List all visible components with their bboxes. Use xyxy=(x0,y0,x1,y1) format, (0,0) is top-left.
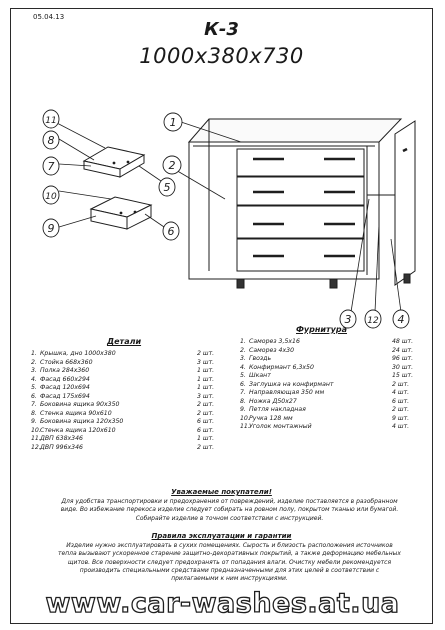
detail-item-name: Фасад 660х294 xyxy=(40,375,90,383)
detail-item-name: Боковина ящика 90х350 xyxy=(40,401,120,408)
detail-item-name: Стенка ящика 90х610 xyxy=(40,409,112,417)
detail-item-name: Стойка 668х360 xyxy=(40,358,93,366)
fitting-item xyxy=(240,406,425,415)
fitting-item-number: 4. xyxy=(240,363,246,371)
callout-1: 1 xyxy=(169,116,177,129)
fitting-item-number: 6. xyxy=(240,380,246,388)
detail-item-number: 1. xyxy=(31,350,37,357)
callout-12: 12 xyxy=(367,316,379,326)
detail-item-quantity: 3 шт. xyxy=(197,392,215,400)
watermark-url: www.car-washes.at.ua xyxy=(45,588,400,619)
callout-7: 7 xyxy=(47,160,55,173)
detail-item xyxy=(31,418,226,427)
fitting-item-quantity: 24 шт. xyxy=(392,346,414,354)
details-list xyxy=(31,350,226,452)
detail-item xyxy=(31,359,226,368)
detail-item-name: Фасад 175х694 xyxy=(40,392,90,400)
detail-item-name: ДВП 996х346 xyxy=(40,443,83,451)
fitting-item-name: Направляющая 350 мм xyxy=(249,389,325,396)
detail-item-number: 9. xyxy=(31,418,37,425)
detail-item-quantity: 3 шт. xyxy=(197,358,215,366)
fitting-item-number: 8. xyxy=(240,397,246,405)
fitting-item xyxy=(240,355,425,364)
detail-item-quantity: 6 шт. xyxy=(197,418,215,425)
callout-4: 4 xyxy=(397,313,405,326)
fitting-item-quantity: 30 шт. xyxy=(392,363,414,371)
fitting-item xyxy=(240,381,425,390)
detail-item-name: Боковина ящика 120х350 xyxy=(40,418,124,425)
detail-item-number: 6. xyxy=(31,392,37,400)
callout-10: 10 xyxy=(45,192,57,202)
fitting-item xyxy=(240,415,425,424)
callout-9: 9 xyxy=(47,222,55,235)
detail-item-number: 12. xyxy=(31,443,41,451)
detail-item-number: 7. xyxy=(31,401,37,408)
fitting-item xyxy=(240,347,425,356)
fitting-item-name: Ручка 128 мм xyxy=(249,414,293,422)
fitting-item-number: 11. xyxy=(240,423,250,430)
fitting-item xyxy=(240,389,425,398)
detail-item-name: Крышка, дно 1000х380 xyxy=(40,350,116,357)
fitting-item-number: 5. xyxy=(240,372,246,379)
fitting-item-name: Шкант xyxy=(249,372,271,379)
detail-item xyxy=(31,393,226,402)
drawer-assembly-small xyxy=(84,147,144,177)
detail-item-number: 3. xyxy=(31,367,37,374)
detail-item-name: Полка 284х360 xyxy=(40,367,90,374)
fitting-item-quantity: 4 шт. xyxy=(392,389,410,396)
callout-5: 5 xyxy=(163,181,171,194)
cabinet-drawing xyxy=(11,9,434,329)
fitting-item-quantity: 9 шт. xyxy=(392,414,410,422)
drawer-assembly-large xyxy=(91,197,151,229)
date-label: 05.04.13 xyxy=(33,13,65,21)
model-title: К-3 xyxy=(204,19,239,40)
details-heading: Детали xyxy=(107,337,142,346)
fitting-item-name: Саморез 4х30 xyxy=(249,346,295,354)
detail-item-quantity: 2 шт. xyxy=(197,443,215,451)
detail-item-number: 4. xyxy=(31,375,37,383)
fitting-item-name: Гвоздь xyxy=(249,355,272,362)
detail-item-quantity: 2 шт. xyxy=(197,401,215,408)
fitting-item-quantity: 15 шт. xyxy=(392,372,414,379)
assembly-sheet xyxy=(10,8,433,624)
fitting-item-number: 3. xyxy=(240,355,246,362)
detail-item xyxy=(31,350,226,359)
callout-8: 8 xyxy=(47,134,55,147)
detail-item-name: ДВП 638х346 xyxy=(40,435,83,442)
open-door xyxy=(395,121,415,285)
fitting-item-number: 10. xyxy=(240,414,250,422)
callout-6: 6 xyxy=(167,225,175,238)
fitting-item xyxy=(240,423,425,432)
fitting-item xyxy=(240,372,425,381)
fitting-item-number: 2. xyxy=(240,346,246,354)
fitting-item-quantity: 4 шт. xyxy=(392,423,410,430)
detail-item-name: Стенка ящика 120х610 xyxy=(40,426,116,434)
callout-2: 2 xyxy=(168,159,176,172)
fitting-item-name: Уголок монтажный xyxy=(249,423,312,430)
detail-item-number: 11. xyxy=(31,435,41,442)
fitting-item-name: Заглушка на конфирмант xyxy=(249,380,334,388)
detail-item-number: 10. xyxy=(31,426,41,434)
detail-item xyxy=(31,367,226,376)
detail-item-number: 5. xyxy=(31,384,37,391)
detail-item-quantity: 1 шт. xyxy=(197,367,215,374)
detail-item xyxy=(31,427,226,436)
fitting-item-number: 9. xyxy=(240,406,246,413)
fitting-item-number: 1. xyxy=(240,338,246,345)
fitting-item xyxy=(240,338,425,347)
fitting-item-quantity: 48 шт. xyxy=(392,338,414,345)
detail-item xyxy=(31,384,226,393)
callout-11: 11 xyxy=(45,116,57,126)
detail-item-quantity: 1 шт. xyxy=(197,375,215,383)
cabinet-body xyxy=(189,119,415,288)
notice-heading: Уважаемые покупатели! xyxy=(171,488,272,496)
notice-paragraph: Для удобства транспортировки и предохранения от повреждений, изделие поставляется в разобранном виде. Во избежание перекоса изделие следует собирать на ровном полу, покрытом тканью или бумагой. Собирайте изделие в точном соответствии с инструкцией. xyxy=(60,498,399,522)
fitting-item-number: 7. xyxy=(240,389,246,396)
fitting-item-name: Петля накладная xyxy=(249,406,306,413)
detail-item-quantity: 6 шт. xyxy=(197,426,215,434)
fitting-item-quantity: 2 шт. xyxy=(392,380,410,388)
callout-3: 3 xyxy=(344,313,352,326)
detail-item-number: 2. xyxy=(31,358,37,366)
detail-item xyxy=(31,410,226,419)
fitting-item xyxy=(240,364,425,373)
fitting-item-name: Конфирмант 6,3х50 xyxy=(249,363,314,371)
detail-item xyxy=(31,376,226,385)
detail-item-number: 8. xyxy=(31,409,37,417)
rules-heading: Правила эксплуатации и гарантии xyxy=(151,532,292,540)
detail-item-name: Фасад 120х694 xyxy=(40,384,90,391)
detail-item-quantity: 1 шт. xyxy=(197,384,215,391)
fitting-item-name: Саморез 3,5х16 xyxy=(249,338,300,345)
dimensions-title: 1000x380x730 xyxy=(139,44,304,68)
fitting-item-quantity: 6 шт. xyxy=(392,397,410,405)
detail-item xyxy=(31,444,226,453)
fitting-item xyxy=(240,398,425,407)
fitting-item-quantity: 2 шт. xyxy=(392,406,410,413)
detail-item xyxy=(31,435,226,444)
fitting-item-quantity: 96 шт. xyxy=(392,355,414,362)
detail-item-quantity: 2 шт. xyxy=(197,350,215,357)
detail-item xyxy=(31,401,226,410)
detail-item-quantity: 1 шт. xyxy=(197,435,215,442)
fittings-heading: Фурнитура xyxy=(296,325,347,334)
fittings-list xyxy=(240,338,425,432)
detail-item-quantity: 2 шт. xyxy=(197,409,215,417)
rules-paragraph: Изделие нужно эксплуатировать в сухих помещениях. Сырость и близость расположения источников тепла вызывают ускоренное старение защитно-декоративных покрытий, а также деформацию мебельных щитов. Все поверхности следует предохранять от попадания влаги. Очистку мебели рекомендуется производить специальными средствами предназначенными для этих целей в соответствии с прилагаемыми к ним инструкциями. xyxy=(58,542,401,583)
fitting-item-name: Ножка Д50х27 xyxy=(249,397,297,405)
